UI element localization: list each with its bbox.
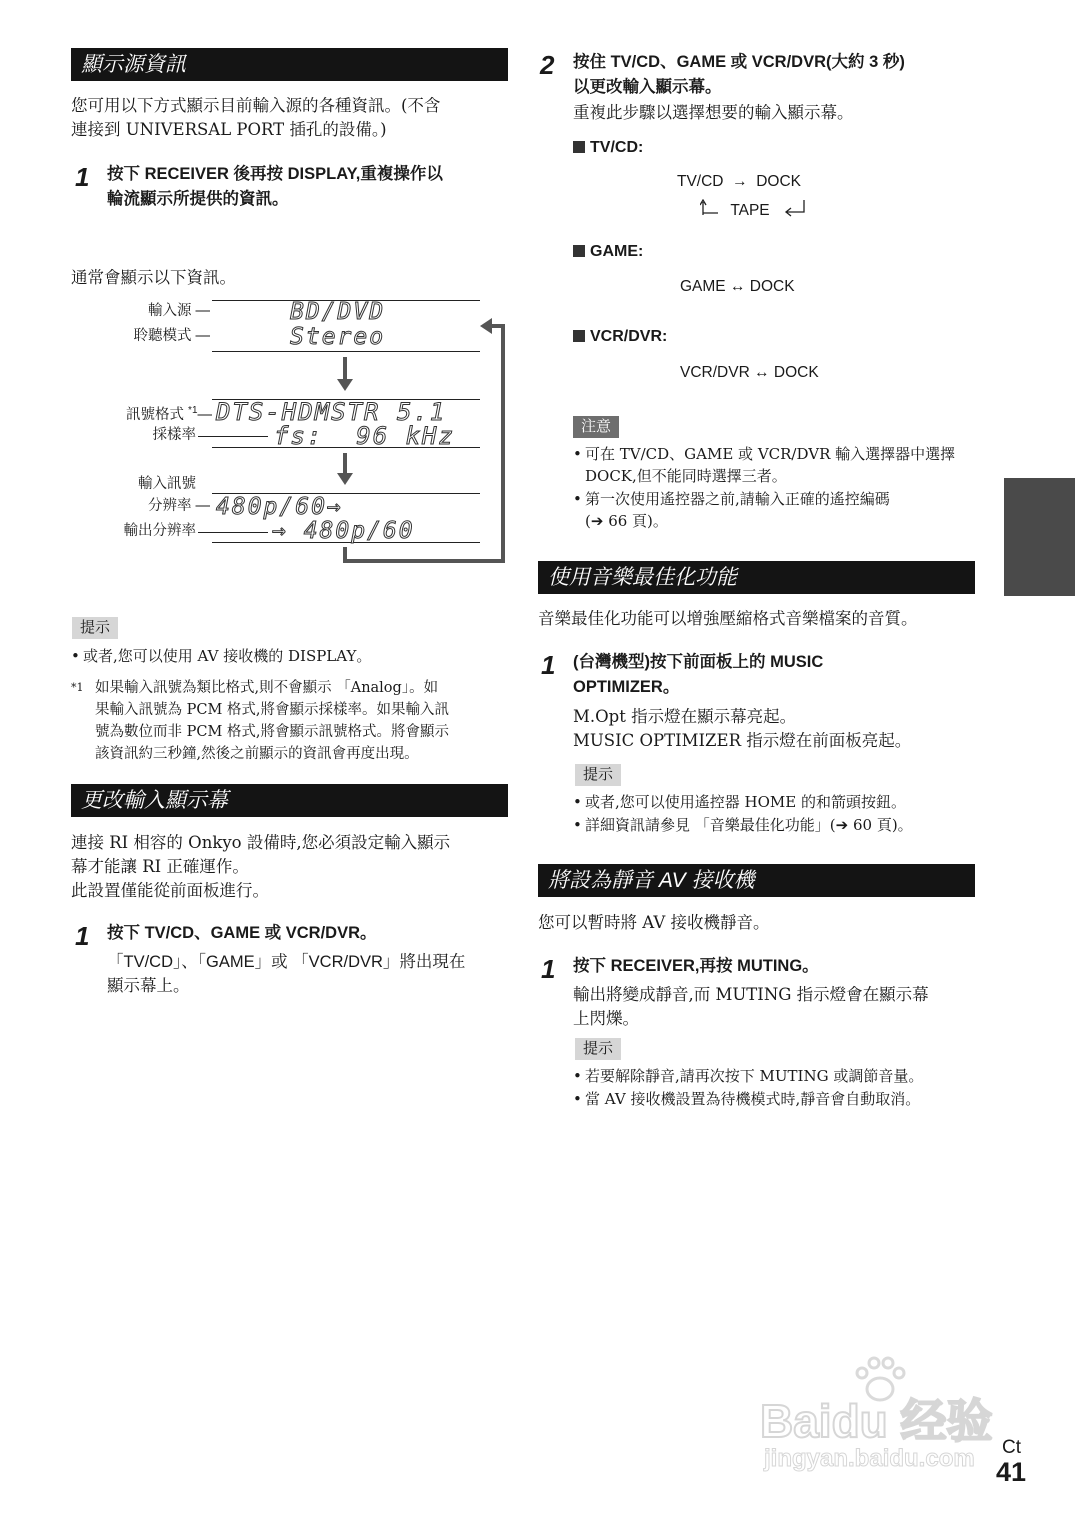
tip-item: • 或者,您可以使用遙控器 HOME 的和箭頭按鈕。	[573, 793, 906, 811]
label-sampling-rate: 採樣率	[152, 427, 196, 443]
label-output-resolution: 輸出分辨率	[123, 523, 196, 539]
page-number: 41	[996, 1457, 1027, 1487]
lcd-output-resolution: → 480p/60	[272, 518, 415, 544]
step-desc-line: MUSIC OPTIMIZER 指示燈在前面板亮起。	[573, 731, 912, 750]
subhead-vcrdvr: VCR/DVR:	[573, 327, 667, 347]
step-number: 1	[541, 954, 556, 984]
tip-label: 提示	[575, 764, 621, 786]
footnote-line: 果輸入訊號為 PCM 格式,將會顯示採樣率。如果輸入訊	[95, 702, 450, 718]
section-header-change-input-display	[71, 784, 508, 817]
step-title-line: 輪流顯示所提供的資訊。	[107, 190, 289, 208]
step-title: 按下 TV/CD、GAME 或 VCR/DVR。	[107, 924, 377, 942]
label-input-signal: 輸入訊號	[138, 476, 196, 492]
step-title	[573, 50, 983, 100]
subhead-game: GAME:	[573, 242, 643, 262]
step-description	[573, 705, 973, 753]
label-resolution: 分辨率 —	[147, 498, 210, 514]
label-listening-mode: 聆聽模式 —	[133, 328, 210, 344]
footnote-mark: *1	[71, 681, 84, 694]
display-info-intro	[71, 94, 511, 142]
step-title	[107, 162, 517, 212]
watermark-url: jingyan.baidu.com	[764, 1445, 975, 1472]
section-header-display-info	[71, 48, 508, 81]
subhead-tvcd: TV/CD:	[573, 138, 643, 158]
tip-label: 提示	[575, 1038, 621, 1060]
tip-item: • 詳細資訊請參見 「音樂最佳化功能」(➔ 60 頁)。	[573, 816, 913, 834]
step-description: 重複此步驟以選擇想要的輸入顯示幕。	[573, 103, 854, 122]
footnote-line: 號為數位而非 PCM 格式,將會顯示訊號格式。將會顯示	[95, 724, 450, 740]
lcd-format: DTS-HDMSTR 5.1	[216, 398, 447, 426]
muting-intro: 您可以暫時將 AV 接收機靜音。	[538, 913, 770, 932]
section-title: 使用音樂最佳化功能	[548, 566, 737, 589]
step-title-line: (台灣機型)按下前面板上的 MUSIC	[573, 653, 824, 671]
lcd-mode: Stereo	[290, 324, 386, 350]
section-header-music-optimizer	[538, 561, 975, 594]
music-optimizer-intro: 音樂最佳化功能可以增強壓縮格式音樂檔案的音質。	[538, 609, 918, 628]
step-title-line: 按下 RECEIVER 後再按 DISPLAY,重複操作以	[107, 165, 443, 183]
step-number: 1	[75, 162, 90, 192]
vcr-cycle-line: VCR/DVR ↔ DOCK	[680, 364, 819, 381]
chapter-side-tab	[1004, 478, 1075, 596]
diagram-arrows	[100, 295, 520, 570]
game-cycle-line: GAME ↔ DOCK	[680, 278, 795, 295]
step-desc-line: 顯示幕上。	[107, 977, 190, 995]
display-diagram	[100, 295, 520, 570]
step-desc-line: 「TV/CD」、「GAME」或 「VCR/DVR」將出現在	[107, 953, 466, 971]
section-title: 將設為靜音 AV 接收機	[548, 869, 755, 892]
note-item: • 第一次使用遙控器之前,請輸入正確的遙控編碼 (➔ 66 頁)。	[573, 490, 890, 530]
watermark-logo: Baidu 经验	[760, 1395, 993, 1447]
note-label: 注意	[573, 416, 619, 438]
tvcd-cycle-line: TV/CD → DOCK	[677, 173, 802, 190]
step-title-line: 按住 TV/CD、GAME 或 VCR/DVR(大約 3 秒)	[573, 53, 905, 71]
tvcd-cycle-return: TAPE	[700, 199, 808, 221]
section-header-muting	[538, 864, 975, 897]
intro-line: 連接到 UNIVERSAL PORT 插孔的設備。)	[71, 120, 387, 139]
step-title: 按下 RECEIVER,再按 MUTING。	[573, 957, 819, 975]
label-input-source: 輸入源 —	[147, 303, 210, 319]
footnote-line: 如果輸入訊號為類比格式,則不會顯示 「Analog」。如	[95, 680, 439, 696]
intro-line: 幕才能讓 RI 正確運作。	[71, 857, 249, 876]
step-desc-line: 上閃爍。	[573, 1009, 639, 1028]
step-title-line: 以更改輸入顯示幕。	[573, 78, 722, 96]
section-title: 更改輸入顯示幕	[81, 789, 228, 812]
tip-item: • 若要解除靜音,請再次按下 MUTING 或調節音量。	[573, 1067, 924, 1085]
step-description	[573, 983, 983, 1031]
language-code: Ct	[1002, 1437, 1021, 1458]
return-up-arrow-icon	[700, 199, 720, 217]
tip-item: • 當 AV 接收機設置為待機模式時,靜音會自動取消。	[573, 1090, 921, 1108]
intro-line: 連接 RI 相容的 Onkyo 設備時,您必須設定輸入顯示	[71, 833, 451, 852]
step-desc-line: M.Opt 指示燈在顯示幕亮起。	[573, 707, 797, 726]
step-number: 2	[540, 50, 555, 80]
step-description	[107, 950, 517, 998]
step-number: 1	[75, 921, 90, 951]
tip-item: • 或者,您可以使用 AV 接收機的 DISPLAY。	[71, 647, 372, 665]
step-title-line: OPTIMIZER。	[573, 678, 680, 696]
intro-line: 此設置僅能從前面板進行。	[71, 881, 269, 900]
arrow-down-icon	[337, 473, 353, 485]
arrow-left-icon	[480, 318, 492, 334]
change-input-intro	[71, 831, 511, 903]
lcd-rate: fs: 96 kHz	[274, 422, 455, 450]
section-title: 顯示源資訊	[81, 53, 186, 76]
tip-label: 提示	[72, 617, 118, 639]
step-desc-line: 輸出將變成靜音,而 MUTING 指示燈會在顯示幕	[573, 985, 929, 1004]
return-left-arrow-icon	[784, 199, 808, 217]
intro-line: 您可用以下方式顯示目前輸入源的各種資訊。(不含	[71, 96, 441, 115]
note-item: • 可在 TV/CD、GAME 或 VCR/DVR 輸入選擇器中選擇 DOCK,但不能同時選擇三者。	[573, 445, 956, 485]
footnote-line: 該資訊約三秒鐘,然後之前顯示的資訊會再度出現。	[95, 746, 419, 762]
step-title	[573, 650, 973, 700]
normally-shows-text: 通常會顯示以下資訊。	[71, 268, 236, 287]
step-number: 1	[541, 650, 556, 680]
lcd-input-resolution: 480p/60→	[216, 494, 343, 520]
watermark	[760, 1385, 1020, 1485]
lcd-source: BD/DVD	[290, 299, 386, 325]
arrow-down-icon	[337, 379, 353, 391]
label-signal-format: 訊號格式 $^{*1}$—	[126, 405, 212, 423]
